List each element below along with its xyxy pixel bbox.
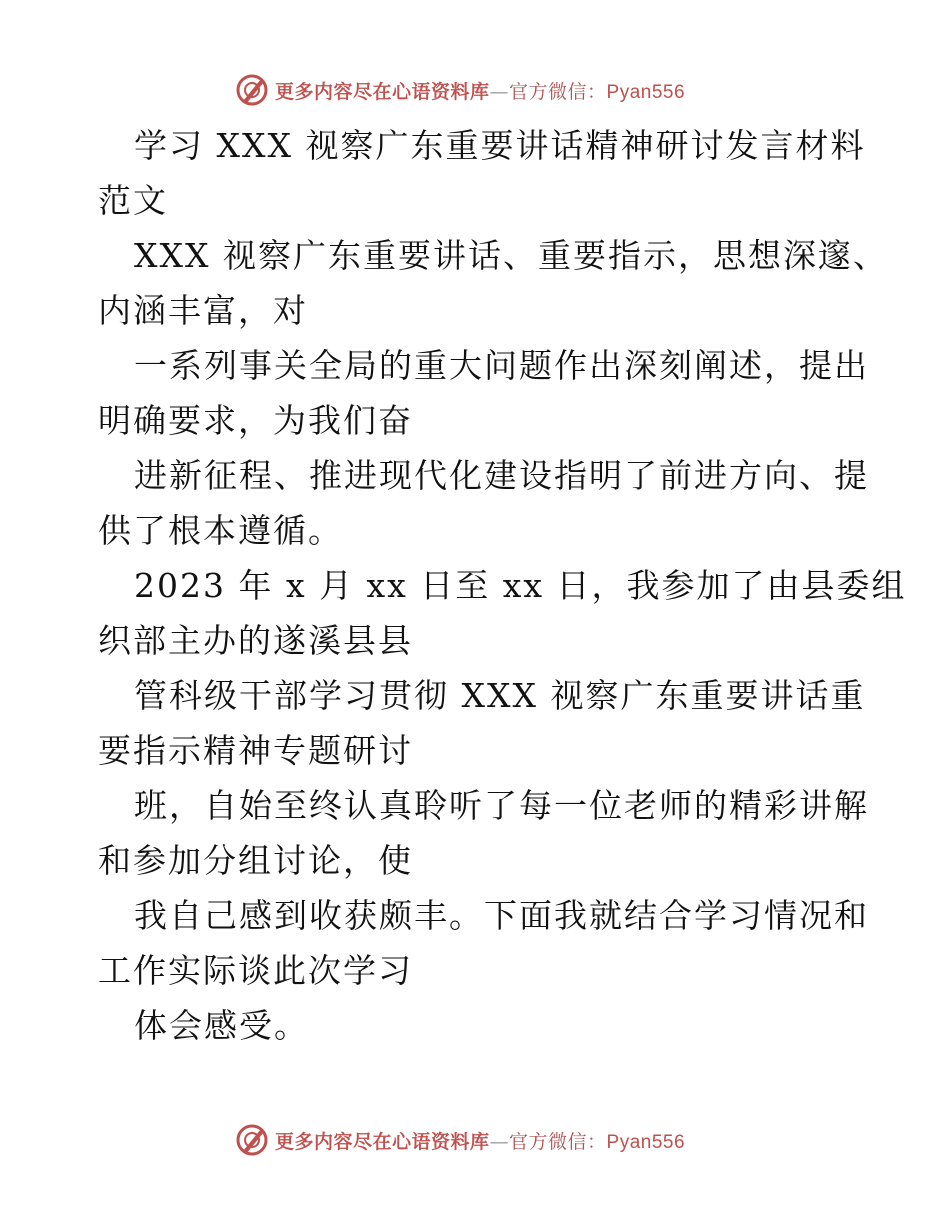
paragraph-2-line-1: 一系列事关全局的重大问题作出深刻阐述，提出 <box>134 346 869 385</box>
paragraph-3-line-2: 供了根本遵循。 <box>98 511 343 550</box>
banner-text <box>275 77 685 104</box>
banner-wechat-label: 官方微信： <box>509 80 607 103</box>
title-line-1: 学习 XXX 视察广东重要讲话精神研讨发言材料 <box>134 126 866 165</box>
paragraph-5-line-2: 要指示精神专题研讨 <box>98 731 413 770</box>
document-body <box>98 118 907 1053</box>
banner-wechat-id: Pyan556 <box>606 1131 686 1153</box>
paragraph-4-line-2: 织部主办的遂溪县县 <box>98 621 413 660</box>
paragraph-7-line-1: 我自己感到收获颇丰。下面我就结合学习情况和 <box>134 896 869 935</box>
paragraph-1-line-1: XXX 视察广东重要讲话、重要指示，思想深邃、 <box>134 236 888 275</box>
paragraph-1-line-2: 内涵丰富，对 <box>98 291 308 330</box>
banner-main-text: 更多内容尽在心语资料库 <box>275 80 490 103</box>
paragraph-8-line-1: 体会感受。 <box>134 1006 309 1045</box>
paragraph-3-line-1: 进新征程、推进现代化建设指明了前进方向、提 <box>134 456 869 495</box>
banner-wechat-label: 官方微信： <box>509 1130 607 1153</box>
brand-logo-icon <box>235 1123 269 1157</box>
title-line-2: 范文 <box>98 181 168 220</box>
banner-text <box>275 1127 685 1154</box>
brand-logo-icon <box>235 73 269 107</box>
footer-watermark-banner <box>235 1120 755 1160</box>
banner-dash: — <box>489 80 510 103</box>
banner-main-text: 更多内容尽在心语资料库 <box>275 1130 490 1153</box>
header-watermark-banner <box>235 70 755 110</box>
paragraph-4-line-1: 2023 年 x 月 xx 日至 xx 日，我参加了由县委组 <box>134 566 907 605</box>
banner-wechat-id: Pyan556 <box>606 81 686 103</box>
paragraph-6-line-1: 班，自始至终认真聆听了每一位老师的精彩讲解 <box>134 786 869 825</box>
banner-dash: — <box>489 1130 510 1153</box>
paragraph-6-line-2: 和参加分组讨论，使 <box>98 841 413 880</box>
paragraph-2-line-2: 明确要求，为我们奋 <box>98 401 413 440</box>
paragraph-5-line-1: 管科级干部学习贯彻 XXX 视察广东重要讲话重 <box>134 676 866 715</box>
paragraph-7-line-2: 工作实际谈此次学习 <box>98 951 413 990</box>
